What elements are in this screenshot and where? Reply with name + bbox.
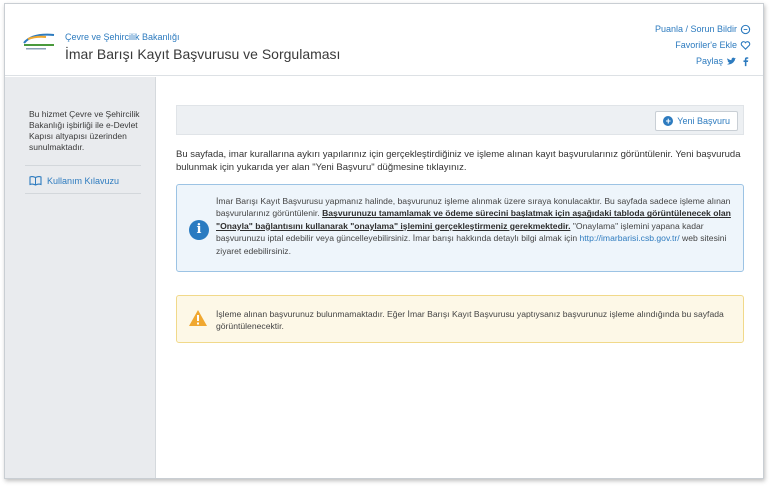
info-text-part: İmar Barışı Kayıt Başvurusu yapmanız halinde, başvurunuz işleme alınmak üzere sıraya konulacaktır. Bu sayfada sadece işleme alınan başvurularınız görüntülenir. xyxy=(216,196,731,219)
sidebar xyxy=(5,77,156,479)
user-guide-link[interactable] xyxy=(29,175,119,186)
add-favorites-link[interactable] xyxy=(655,37,751,53)
action-toolbar xyxy=(176,105,744,135)
twitter-icon[interactable] xyxy=(726,56,737,67)
imarbarisi-link[interactable]: http://imarbarisi.csb.gov.tr/ xyxy=(579,233,680,244)
page-title: İmar Barışı Kayıt Başvurusu ve Sorgulaması xyxy=(65,46,341,62)
user-guide-label: Kullanım Kılavuzu xyxy=(47,175,120,186)
page-header xyxy=(5,4,763,76)
facebook-icon[interactable] xyxy=(740,56,751,67)
add-favorites-label: Favoriler'e Ekle xyxy=(675,40,737,50)
rate-report-link[interactable] xyxy=(655,21,751,37)
chat-icon xyxy=(740,24,751,35)
share-label: Paylaş xyxy=(695,56,723,66)
service-info-text: Bu hizmet Çevre ve Şehircilik Bakanlığı işbirliği ile e-Devlet Kapısı altyapısı üzerinden sunulmaktadır. xyxy=(29,109,140,152)
ministry-name[interactable]: Çevre ve Şehircilik Bakanlığı xyxy=(65,32,180,42)
heart-icon xyxy=(740,40,751,51)
info-icon: i xyxy=(189,220,209,240)
warning-alert xyxy=(176,295,744,343)
info-text-emphasis: Başvurunuzu tamamlamak ve ödeme sürecini başlatmak için aşağıdaki tabloda görüntülenecek olan "Onayla" bağlantısını kullanarak "onaylama" işlemini gerçekleştirmeniz gerekmektedir. xyxy=(216,208,731,231)
book-icon xyxy=(29,175,42,186)
new-application-button[interactable] xyxy=(655,111,738,131)
main-content xyxy=(157,77,763,479)
ministry-logo xyxy=(22,27,56,53)
sidebar-divider xyxy=(25,165,141,166)
sidebar-divider xyxy=(25,193,141,194)
rate-report-label: Puanla / Sorun Bildir xyxy=(654,24,737,34)
warning-text: İşleme alınan başvurunuz bulunmamaktadır. Eğer İmar Barışı Kayıt Başvurusu yaptıysanız başvurunuz işleme alındığında bu sayfada görüntülenecektir. xyxy=(216,309,724,332)
warning-triangle-icon xyxy=(188,309,208,327)
intro-text: Bu sayfada, imar kurallarına aykırı yapılarınız için gerçekleştirdiğiniz ve işleme alınan kayıt başvurularınız görüntülenir. Yeni başvuruda bulunmak için yukarıda yer alan "Yeni Başvuru" düğmesine tıklayınız. xyxy=(176,149,741,173)
plus-circle-icon: + xyxy=(663,116,673,126)
info-alert xyxy=(176,184,744,272)
info-text-part: web sitesini ziyaret edebilirsiniz. xyxy=(216,233,727,256)
header-links xyxy=(655,21,751,69)
info-alert-text xyxy=(216,195,734,257)
share-row xyxy=(655,53,751,69)
new-application-label: Yeni Başvuru xyxy=(677,116,730,126)
info-text-part: "Onaylama" işlemini yapana kadar başvurunuzu iptal edebilir veya güncelleyebilirsiniz. İmar barışı hakkında detaylı bilgi almak için xyxy=(216,220,704,244)
app-window xyxy=(4,3,764,479)
